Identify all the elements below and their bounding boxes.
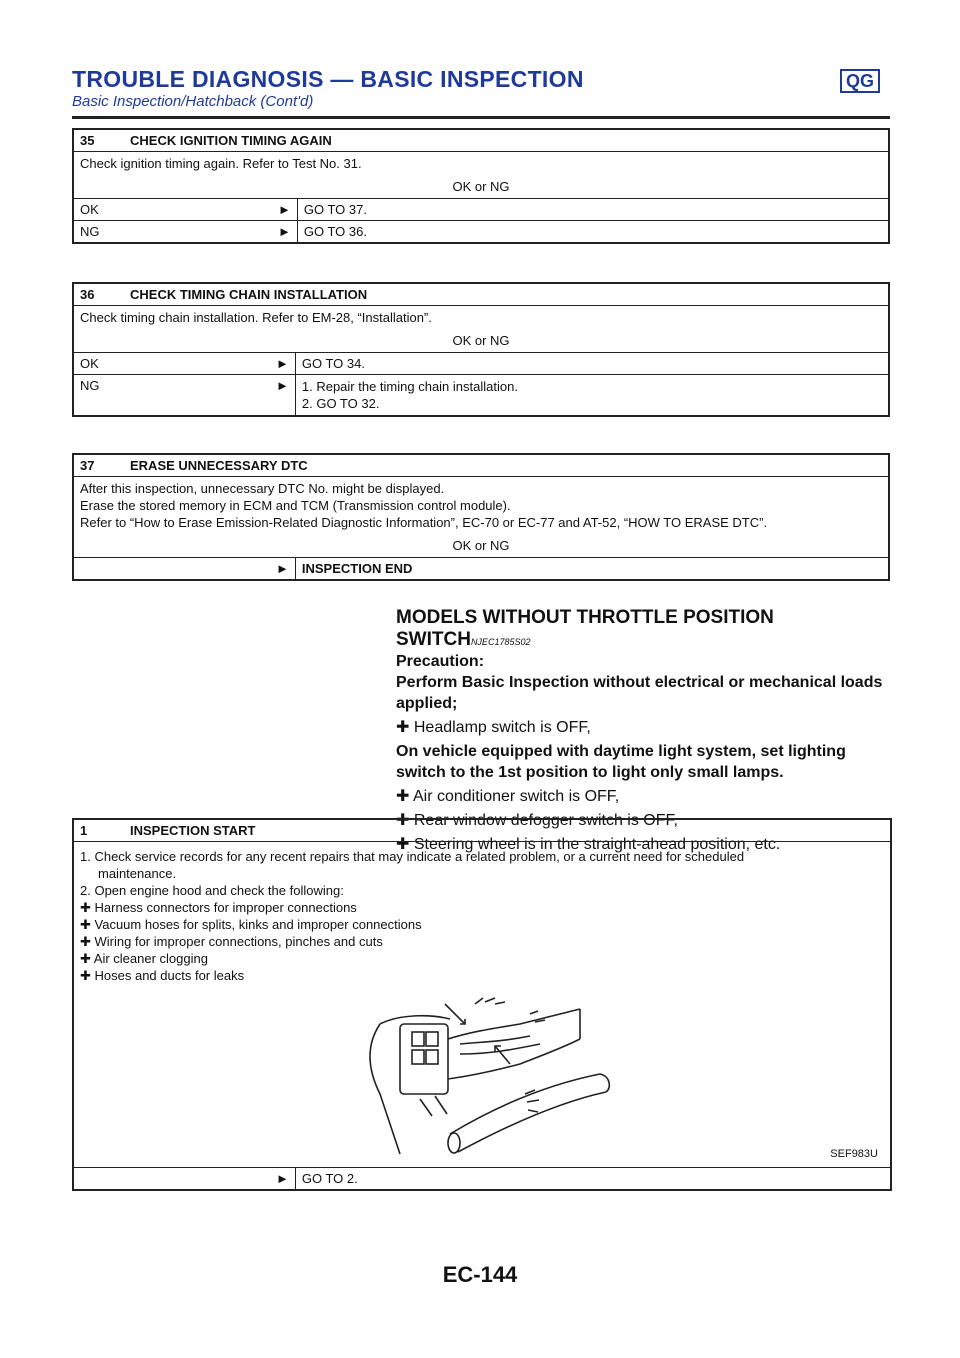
step-title: ERASE UNNECESSARY DTC [130, 458, 308, 473]
arrow-icon: ► [272, 199, 297, 221]
bullet-item: ✚ Rear window defogger switch is OFF, [396, 812, 678, 829]
step-title: CHECK IGNITION TIMING AGAIN [130, 133, 332, 148]
precaution-label: Precaution: [396, 653, 485, 670]
page-subtitle: Basic Inspection/Hatchback (Cont'd) [72, 93, 314, 110]
step-text: After this inspection, unnecessary DTC No. might be displayed. [80, 481, 445, 496]
step-1-table [72, 818, 892, 1191]
step-text: 1. Check service records for any recent repairs that may indicate a related problem, or a current need for scheduled [80, 849, 745, 864]
decision-label: OK or NG [452, 333, 510, 348]
empty-cell [73, 558, 270, 581]
note-text: On vehicle equipped with daytime light system, set lighting switch to the 1st position to light only small lamps. [396, 743, 846, 781]
ok-action: GO TO 34. [295, 353, 889, 375]
hose-drawing [80, 984, 884, 1164]
step-text: maintenance. [98, 866, 177, 881]
arrow-icon: ► [270, 558, 295, 581]
ng-action-line: 1. Repair the timing chain installation. [301, 379, 518, 394]
bullet-icon: ✚ [396, 788, 413, 805]
step-text: Erase the stored memory in ECM and TCM (Transmission control module). [80, 498, 511, 513]
hose-illustration [80, 984, 884, 1164]
arrow-icon: ► [270, 1168, 295, 1191]
precaution-text: Perform Basic Inspection without electrical or mechanical loads applied; [396, 674, 883, 712]
bullet-item: ✚ Steering wheel is in the straight-ahead position, etc. [396, 836, 781, 853]
check-item: ✚ Vacuum hoses for splits, kinks and improper connections [80, 917, 422, 932]
engine-code-badge: QG [840, 69, 880, 93]
bullet-icon: ✚ [396, 719, 414, 736]
step-number: 1 [80, 823, 88, 838]
arrow-icon: ► [272, 221, 297, 244]
check-item: ✚ Hoses and ducts for leaks [80, 968, 245, 983]
ok-label: OK [73, 199, 272, 221]
ng-label: NG [73, 375, 270, 417]
step-text: Refer to “How to Erase Emission-Related Diagnostic Information”, EC-70 or EC-77 and AT-52, “HOW TO ERASE DTC”. [80, 515, 768, 530]
check-item: ✚ Wiring for improper connections, pinches and cuts [80, 934, 383, 949]
arrow-icon: ► [270, 375, 295, 417]
ok-action: GO TO 37. [297, 199, 889, 221]
step-text: Check timing chain installation. Refer to EM-28, “Installation”. [80, 310, 432, 325]
goto-action: GO TO 2. [295, 1168, 891, 1191]
decision-label: OK or NG [452, 179, 510, 194]
step-37-table [72, 453, 890, 581]
step-number: 36 [80, 287, 95, 302]
step-number: 35 [80, 133, 95, 148]
bullet-icon: ✚ [396, 812, 414, 829]
bullet-item: ✚ Headlamp switch is OFF, [396, 719, 591, 736]
ok-label: OK [73, 353, 270, 375]
step-number: 37 [80, 458, 95, 473]
step-title: INSPECTION START [130, 823, 256, 838]
section-tag: NJEC1785S02 [470, 637, 531, 647]
decision-label: OK or NG [452, 538, 510, 553]
header-rule [72, 116, 890, 119]
page-title: TROUBLE DIAGNOSIS — BASIC INSPECTION [72, 66, 584, 92]
ng-label: NG [73, 221, 272, 244]
empty-cell [73, 1168, 270, 1191]
bullet-item: ✚ Air conditioner switch is OFF, [396, 788, 620, 805]
bullet-icon: ✚ [396, 836, 414, 853]
ng-action: GO TO 36. [297, 221, 889, 244]
page-number: EC-144 [442, 1262, 518, 1287]
figure-code: SEF983U [830, 1148, 878, 1160]
arrow-icon: ► [270, 353, 295, 375]
check-item: ✚ Harness connectors for improper connections [80, 900, 357, 915]
step-text: 2. Open engine hood and check the following: [80, 883, 344, 898]
ng-action-line: 2. GO TO 32. [301, 396, 380, 411]
step-text: Check ignition timing again. Refer to Test No. 31. [80, 156, 362, 171]
check-item: ✚ Air cleaner clogging [80, 951, 208, 966]
step-36-table [72, 282, 890, 417]
step-title: CHECK TIMING CHAIN INSTALLATION [130, 287, 368, 302]
ng-action [295, 375, 889, 417]
end-action: INSPECTION END [295, 558, 889, 581]
step-35-table [72, 128, 890, 244]
section-title: MODELS WITHOUT THROTTLE POSITION SWITCH [396, 607, 774, 650]
